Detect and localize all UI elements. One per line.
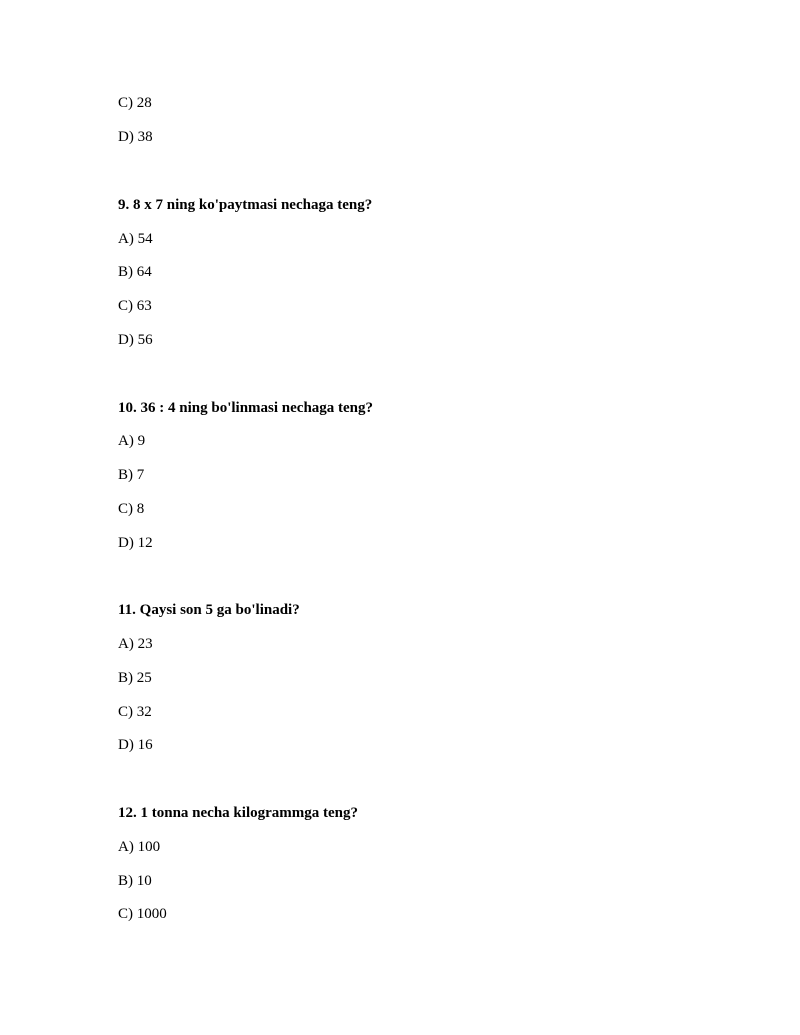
question-10: 10. 36 : 4 ning bo'linmasi nechaga teng? [118, 400, 374, 416]
question-12-option-b: B) 10 [118, 873, 152, 889]
option-c-prev: C) 28 [118, 95, 152, 111]
question-11-option-c: C) 32 [118, 704, 152, 720]
question-10-option-b: B) 7 [118, 467, 145, 483]
question-11-option-d: D) 16 [118, 737, 153, 753]
option-d-prev: D) 38 [118, 129, 153, 145]
question-10-option-c: C) 8 [118, 501, 145, 517]
question-12: 12. 1 tonna necha kilogrammga teng? [118, 805, 358, 821]
question-9-option-b: B) 64 [118, 264, 152, 280]
question-11: 11. Qaysi son 5 ga bo'linadi? [118, 602, 300, 618]
question-9-option-a: A) 54 [118, 231, 153, 247]
question-9: 9. 8 x 7 ning ko'paytmasi nechaga teng? [118, 197, 373, 213]
question-12-option-a: A) 100 [118, 839, 161, 855]
question-11-option-b: B) 25 [118, 670, 152, 686]
question-9-option-d: D) 56 [118, 332, 153, 348]
question-9-option-c: C) 63 [118, 298, 152, 314]
question-10-option-a: A) 9 [118, 433, 146, 449]
question-10-option-d: D) 12 [118, 535, 153, 551]
question-11-option-a: A) 23 [118, 636, 153, 652]
question-12-option-c: C) 1000 [118, 906, 167, 922]
